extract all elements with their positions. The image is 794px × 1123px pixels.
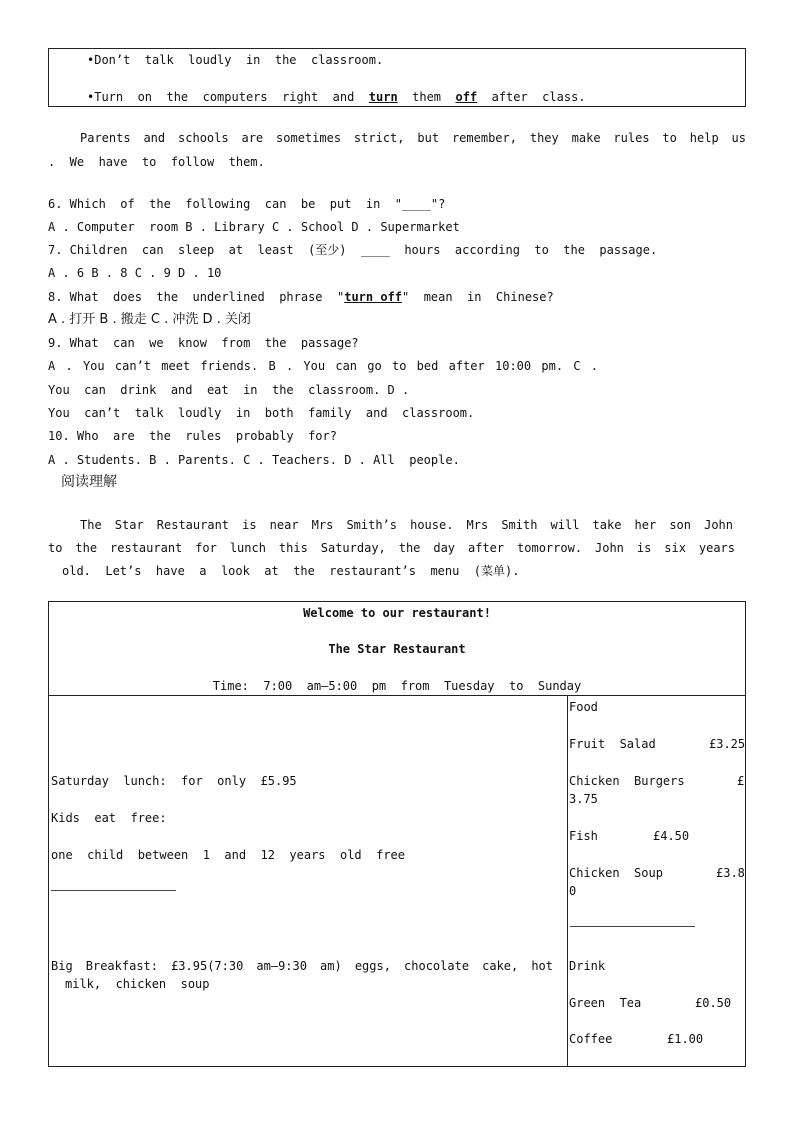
menu-drink-heading: Drink bbox=[569, 959, 606, 973]
section-heading: 阅读理解 bbox=[61, 474, 117, 490]
question-9-options-1: A . You can’t meet friends. B . You can go to bed after 10:00 pm. C . bbox=[48, 359, 598, 373]
menu-fruit-salad: Fruit Salad bbox=[569, 737, 656, 751]
menu-fish: Fish bbox=[569, 829, 598, 843]
menu-chicken-burgers: Chicken Burgers bbox=[569, 774, 685, 788]
menu-food-heading: Food bbox=[569, 700, 598, 714]
menu-saturday-lunch: Saturday lunch: for only £5.95 bbox=[51, 774, 297, 788]
rule-turn-off-computers bbox=[87, 90, 586, 104]
question-8-options: A . 打开 B . 搬走 C . 冲洗 D . 关闭 bbox=[48, 312, 251, 327]
menu-green-tea: Green Tea bbox=[569, 996, 642, 1010]
menu-header-divider bbox=[49, 695, 745, 696]
menu-chicken-burgers-price-a: £ bbox=[737, 774, 745, 788]
menu-green-tea-price: £0.50 bbox=[695, 996, 732, 1010]
menu-coffee-price: £1.00 bbox=[667, 1032, 704, 1046]
q8-phrase: turn off bbox=[344, 290, 403, 304]
menu-chicken-burgers-price-b: 3.75 bbox=[569, 792, 598, 806]
menu-big-breakfast-1: Big Breakfast: £3.95(7:30 am—9:30 am) eggs, chocolate cake, hot bbox=[51, 959, 553, 973]
menu-opening-time: Time: 7:00 am—5:00 pm from Tuesday to Sunday bbox=[212, 679, 582, 693]
underlined-turn: turn bbox=[368, 90, 398, 104]
menu-right-dashes bbox=[570, 926, 695, 927]
intro-line-2: to the restaurant for lunch this Saturday, the day after tomorrow. John is six years bbox=[48, 541, 735, 555]
rule2-mid: them bbox=[397, 90, 456, 104]
question-10: 10. Who are the rules probably for? bbox=[48, 429, 337, 443]
menu-restaurant-name: The Star Restaurant bbox=[328, 642, 466, 656]
menu-chicken-soup-price-b: 0 bbox=[569, 884, 577, 898]
menu-child-free: one child between 1 and 12 years old free bbox=[51, 848, 406, 862]
closing-line-1: Parents and schools are sometimes strict, but remember, they make rules to help us bbox=[80, 131, 746, 145]
intro-line-1: The Star Restaurant is near Mrs Smith’s house. Mrs Smith will take her son John bbox=[80, 518, 733, 532]
menu-welcome: Welcome to our restaurant! bbox=[303, 606, 491, 620]
menu-chicken-soup: Chicken Soup bbox=[569, 866, 663, 880]
question-9-options-2: You can drink and eat in the classroom. D . bbox=[48, 383, 410, 397]
closing-line-2: . We have to follow them. bbox=[48, 155, 265, 169]
menu-column-divider bbox=[567, 695, 568, 1066]
menu-kids-eat-free: Kids eat free: bbox=[51, 811, 167, 825]
question-9: 9. What can we know from the passage? bbox=[48, 336, 359, 350]
question-8 bbox=[48, 290, 554, 304]
menu-left-dashes bbox=[51, 890, 176, 891]
menu-table bbox=[48, 601, 746, 1067]
q8-post: " mean in Chinese? bbox=[402, 290, 554, 304]
question-7: 7. Children can sleep at least (至少) ____ hours according to the passage. bbox=[48, 243, 658, 257]
question-6-options: A . Computer room B . Library C . School D . Supermarket bbox=[48, 220, 460, 234]
question-10-options: A . Students. B . Parents. C . Teachers. D . All people. bbox=[48, 453, 460, 467]
menu-chicken-soup-price-a: £3.8 bbox=[716, 866, 745, 880]
intro-line-3: old. Let’s have a look at the restaurant’s menu (菜单). bbox=[62, 564, 520, 578]
rule2-post: after class. bbox=[477, 90, 586, 104]
question-6: 6. Which of the following can be put in "____"? bbox=[48, 197, 446, 211]
menu-fruit-salad-price: £3.25 bbox=[709, 737, 746, 751]
menu-coffee: Coffee bbox=[569, 1032, 613, 1046]
q8-pre: 8. What does the underlined phrase " bbox=[48, 290, 345, 304]
question-7-options: A . 6 B . 8 C . 9 D . 10 bbox=[48, 266, 222, 280]
menu-big-breakfast-2: milk, chicken soup bbox=[65, 977, 210, 991]
rule2-pre: •Turn on the computers right and bbox=[87, 90, 369, 104]
question-9-options-3: You can’t talk loudly in both family and classroom. bbox=[48, 406, 475, 420]
menu-fish-price: £4.50 bbox=[653, 829, 690, 843]
underlined-off: off bbox=[455, 90, 478, 104]
rule-no-loud-talking: •Don’t talk loudly in the classroom. bbox=[87, 53, 384, 67]
